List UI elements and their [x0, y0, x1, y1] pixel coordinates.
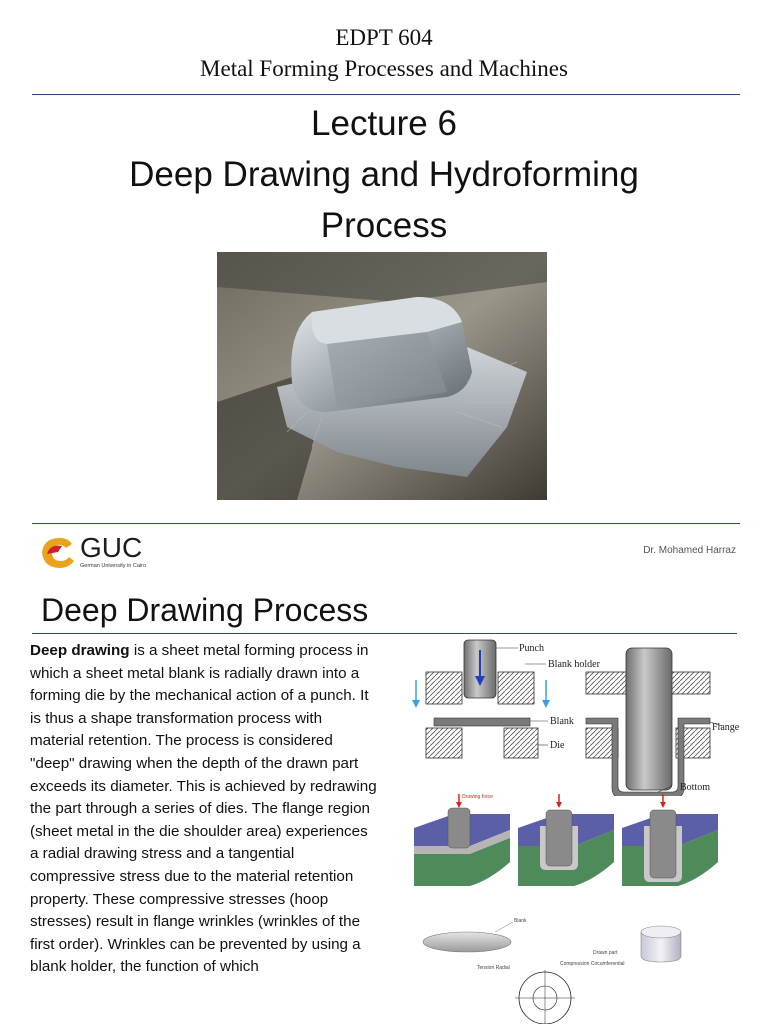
label-flange: Flange: [712, 722, 740, 733]
lecture-title-line1: Deep Drawing and Hydroforming: [129, 155, 639, 194]
section-rule: [32, 633, 737, 634]
header-rule: [32, 94, 740, 95]
deep-drawing-schematic: [400, 636, 750, 796]
label-bottom: Bottom: [680, 782, 711, 793]
body-term: Deep drawing: [30, 642, 130, 659]
section-title: Deep Drawing Process: [41, 592, 369, 628]
logo-text: GUC: [80, 532, 143, 563]
lecture-title: [60, 98, 708, 251]
body-text: is a sheet metal forming process in which a sheet metal blank is radially drawn into a forming die by the mechanical action of a punch. It is thus a shape transformation process with material retention. The process is considered "deep" drawing when the depth of the drawn part exceeds its diameter. This is achieved by redrawing the part through a series of dies. The flange region (sheet metal in the die shoulder area) experiences a radial drawing stress and a tangential compressive stress due to the material retention property. These compressive stresses (hoop stresses) result in flange wrinkles (wrinkles of the first order). Wrinkles can be prevented by using a blank holder, the function of which: [30, 642, 377, 976]
label-blank-holder: Blank holder: [548, 659, 600, 670]
course-title: Metal Forming Processes and Machines: [200, 56, 568, 81]
stage-1: [414, 794, 510, 886]
drawing-stages-diagram: [410, 790, 720, 900]
guc-logo: [38, 532, 168, 572]
label-die: Die: [550, 740, 565, 751]
blank-to-part-diagram: [415, 912, 715, 1024]
body-paragraph: [30, 640, 378, 979]
label-drawing-force: Drawing force: [462, 794, 493, 800]
label-tension-radial: Tension Radial: [477, 965, 510, 971]
stage-3: [622, 794, 718, 886]
label-blank: Blank: [550, 716, 574, 727]
label-punch: Punch: [519, 643, 544, 654]
blank-disc: [423, 932, 511, 952]
lecture-title-line2: Process: [320, 206, 448, 245]
slide-divider: [32, 523, 740, 524]
logo-subtext: German University in Cairo: [80, 563, 147, 569]
deep-drawn-part-photo: [217, 252, 547, 500]
author-name: Dr. Mohamed Harraz: [643, 545, 736, 556]
label-blank-small: Blank: [514, 918, 527, 924]
label-compression: Compression Circumferential: [560, 961, 625, 967]
label-drawn-part: Drawn part: [593, 950, 618, 956]
blank-shape: [434, 718, 530, 726]
course-code: EDPT 604: [335, 25, 433, 50]
stage-2: [518, 794, 614, 886]
lecture-number: Lecture 6: [311, 104, 457, 143]
